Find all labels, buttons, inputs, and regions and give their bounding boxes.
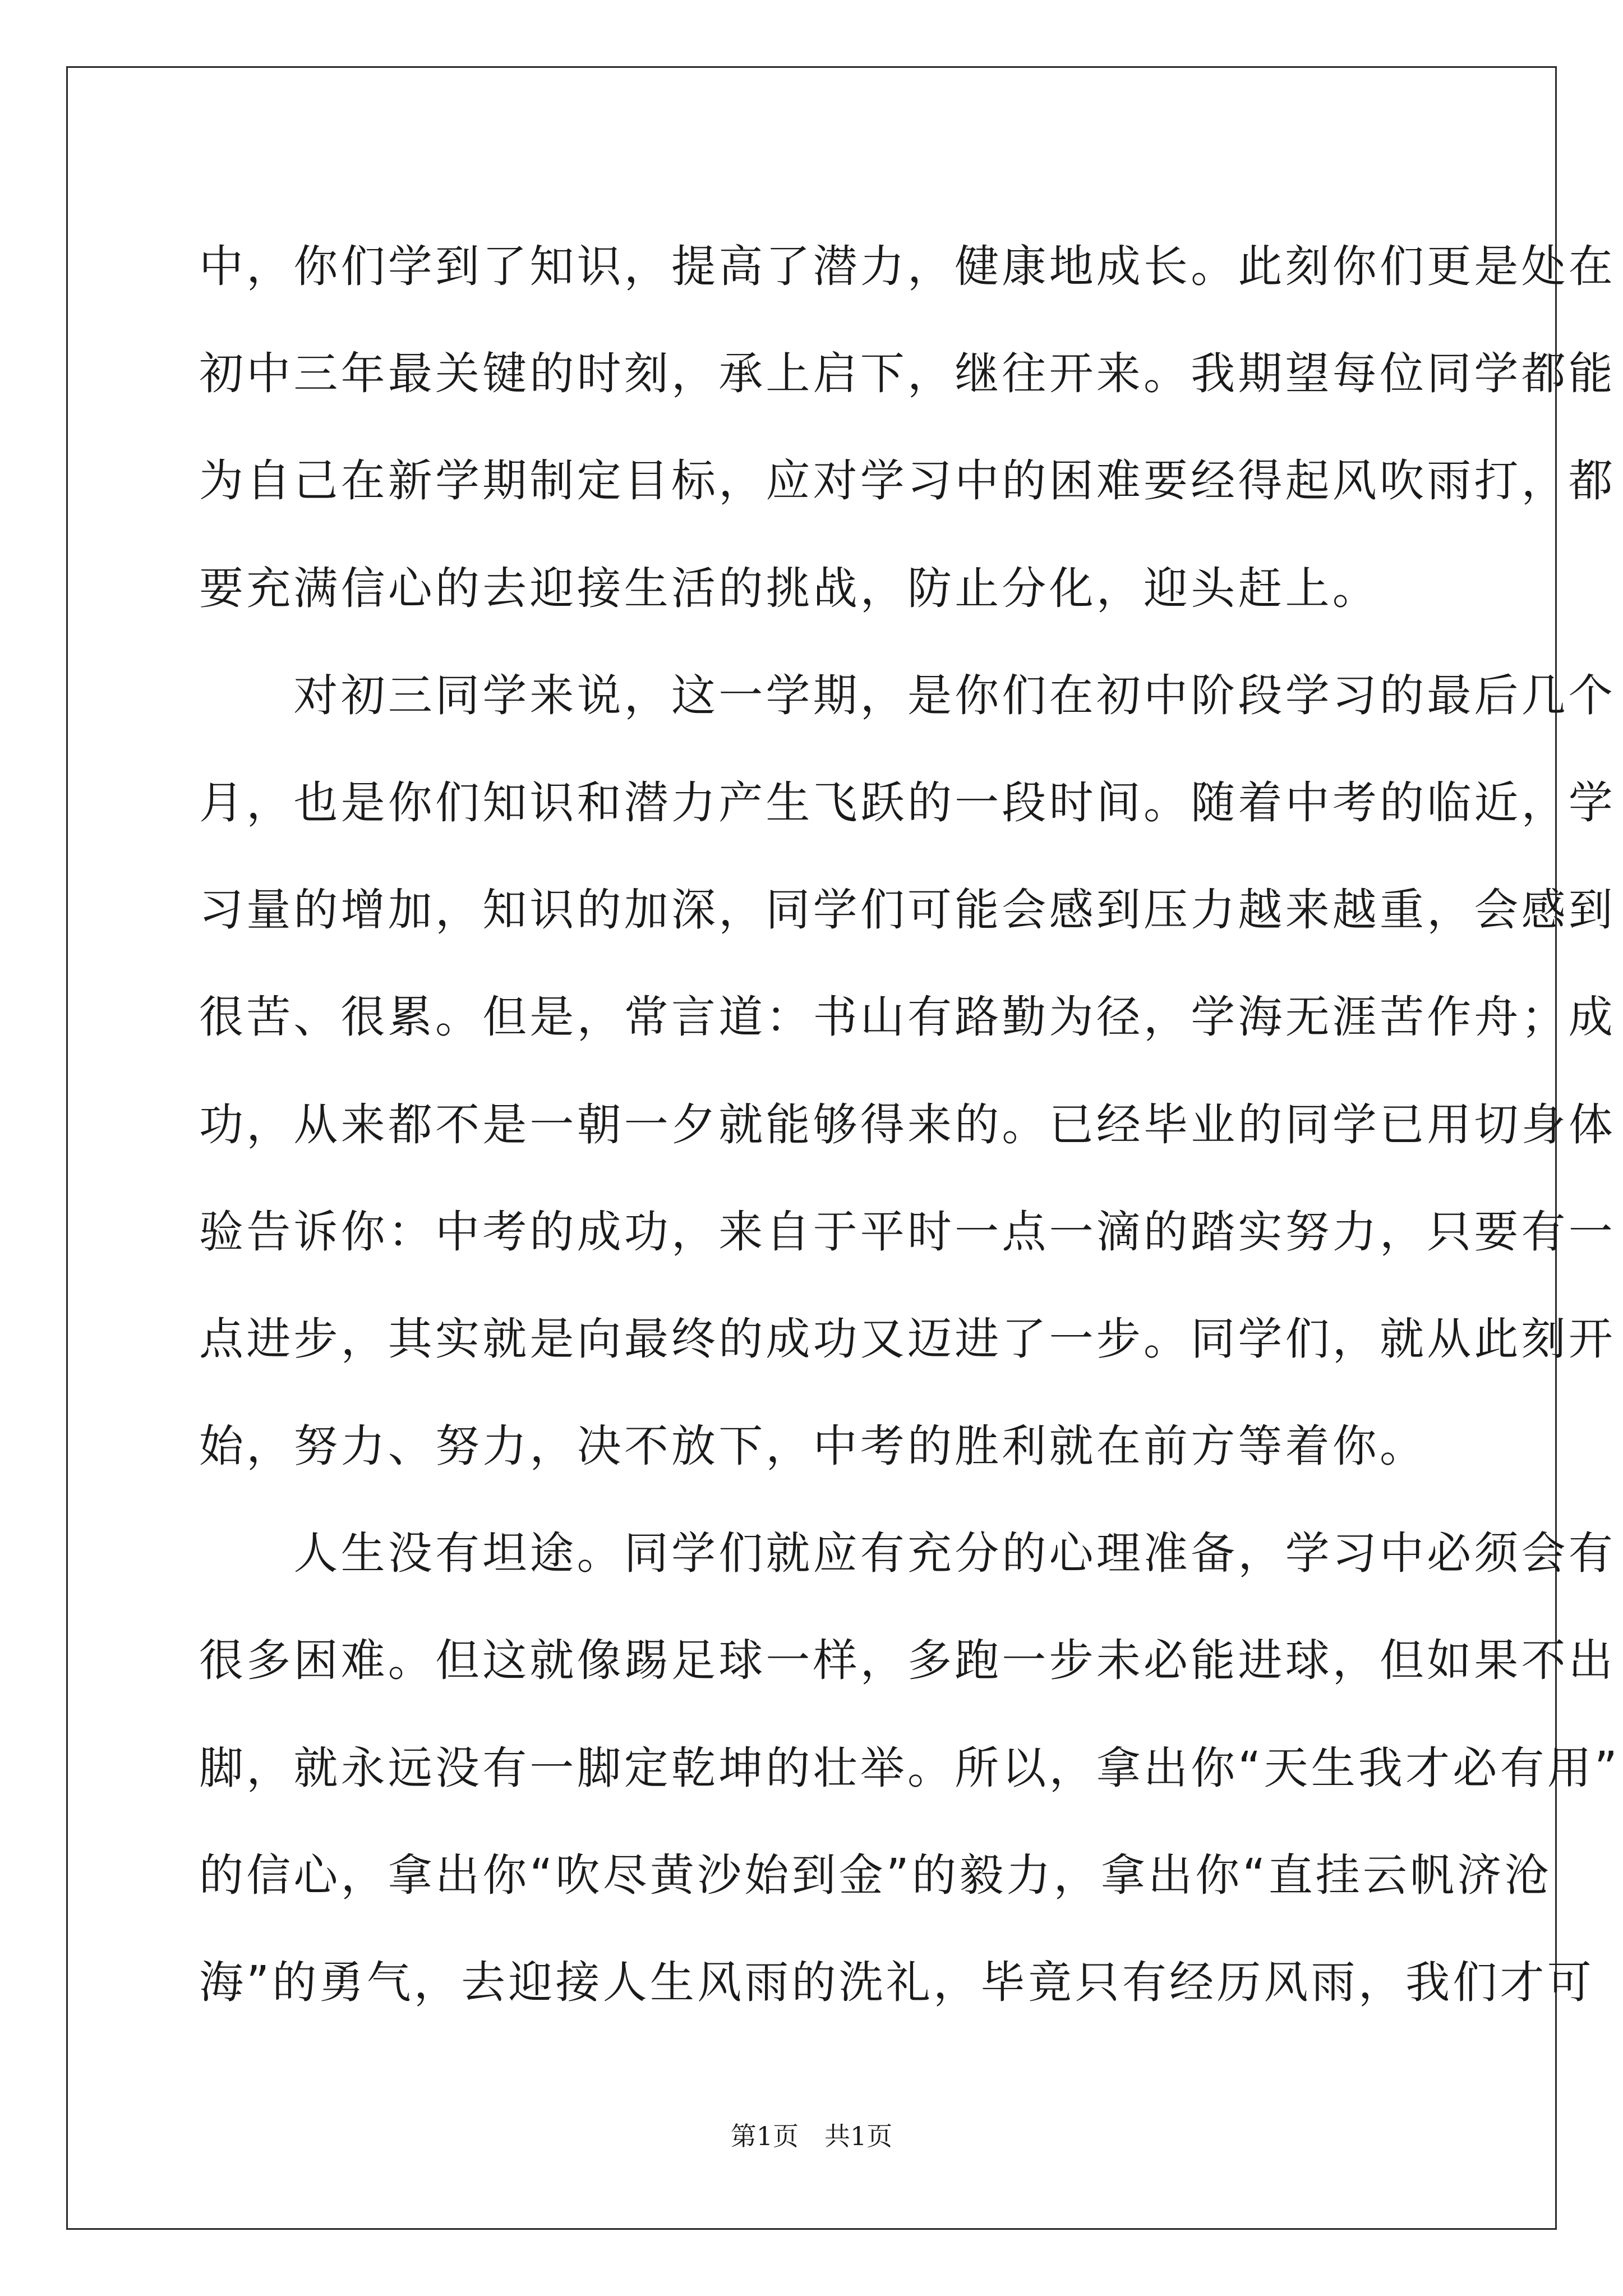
text-line: 月，也是你们知识和潜力产生飞跃的一段时间。随着中考的临近，学 <box>199 776 1616 829</box>
text-line: 很多困难。但这就像踢足球一样，多跑一步未必能进球，但如果不出 <box>199 1635 1616 1687</box>
text-line: 很苦、很累。但是，常言道：书山有路勤为径，学海无涯苦作舟；成 <box>199 991 1616 1043</box>
page-number: 第1页 共1页 <box>730 2121 893 2151</box>
text-line: 初中三年最关键的时刻，承上启下，继往开来。我期望每位同学都能 <box>199 348 1616 400</box>
document-body <box>199 213 1621 2036</box>
text-line: 对初三同学来说，这一学期，是你们在初中阶段学习的最后几个 <box>199 669 1616 721</box>
text-line: 要充满信心的去迎接生活的挑战，防止分化，迎头赶上。 <box>199 562 1380 614</box>
text-line: 中，你们学到了知识，提高了潜力，健康地成长。此刻你们更是处在 <box>199 241 1616 292</box>
text-line: 始，努力、努力，决不放下，中考的胜利就在前方等着你。 <box>199 1420 1427 1473</box>
text-line: 的信心，拿出你“吹尽黄沙始到金”的毅力，拿出你“直挂云帆济沧 <box>199 1849 1552 1901</box>
text-line: 功，从来都不是一朝一夕就能够得来的。已经毕业的同学已用切身体 <box>199 1098 1616 1151</box>
text-line: 脚，就永远没有一脚定乾坤的壮举。所以，拿出你“天生我才必有用” <box>199 1742 1621 1794</box>
text-line: 验告诉你：中考的成功，来自于平时一点一滴的踏实努力，只要有一 <box>199 1205 1616 1258</box>
text-line: 海”的勇气，去迎接人生风雨的洗礼，毕竟只有经历风雨，我们才可 <box>199 1957 1594 2008</box>
text-line: 人生没有坦途。同学们就应有充分的心理准备，学习中必须会有 <box>199 1527 1616 1580</box>
text-line: 为自己在新学期制定目标，应对学习中的困难要经得起风吹雨打，都 <box>199 455 1616 507</box>
text-line: 点进步，其实就是向最终的成功又迈进了一步。同学们，就从此刻开 <box>199 1313 1616 1365</box>
text-line: 习量的增加，知识的加深，同学们可能会感到压力越来越重，会感到 <box>199 884 1616 936</box>
